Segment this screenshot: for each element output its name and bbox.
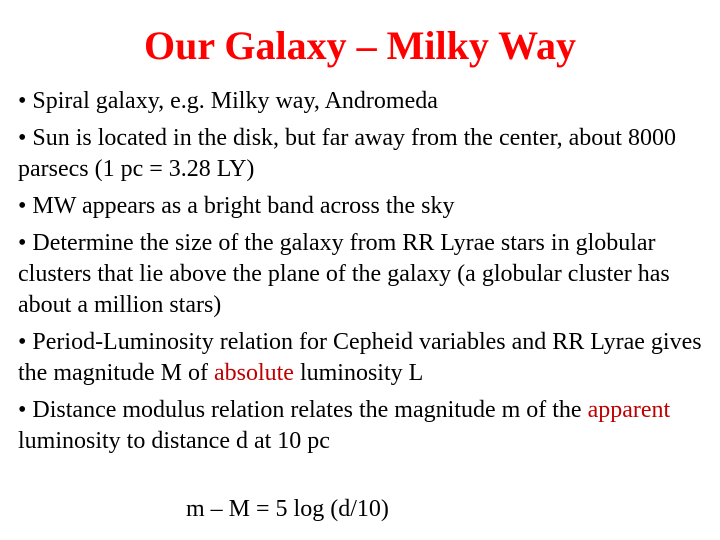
bullet-text-suffix: luminosity to distance d at 10 pc	[18, 428, 330, 454]
bullet-text: • Period-Luminosity relation for Cepheid variables and RR Lyrae gives the magnitude M of	[18, 329, 702, 386]
highlight-apparent: apparent	[587, 397, 671, 423]
bullet-text: • Distance modulus relation relates the magnitude m of the	[18, 397, 588, 423]
bullet-list	[18, 86, 712, 463]
bullet-item	[18, 327, 712, 389]
bullet-item	[18, 86, 712, 117]
bullet-text: • MW appears as a bright band across the sky	[18, 193, 455, 219]
bullet-item	[18, 123, 712, 185]
bullet-text: • Determine the size of the galaxy from RR Lyrae stars in globular clusters that lie above the plane of the galaxy (a globular cluster has about a million stars)	[18, 230, 670, 318]
bullet-text-suffix: luminosity L	[293, 360, 424, 386]
slide-title: Our Galaxy – Milky Way	[144, 23, 576, 68]
highlight-absolute: absolute	[213, 360, 294, 386]
bullet-text: • Spiral galaxy, e.g. Milky way, Andromeda	[18, 88, 438, 114]
bullet-item	[18, 228, 712, 321]
bullet-text: • Sun is located in the disk, but far away from the center, about 8000 parsecs (1 pc = 3.28 LY)	[18, 125, 676, 182]
bullet-item	[18, 395, 712, 457]
bullet-item	[18, 191, 712, 222]
distance-modulus-equation: m – M = 5 log (d/10)	[186, 496, 389, 522]
